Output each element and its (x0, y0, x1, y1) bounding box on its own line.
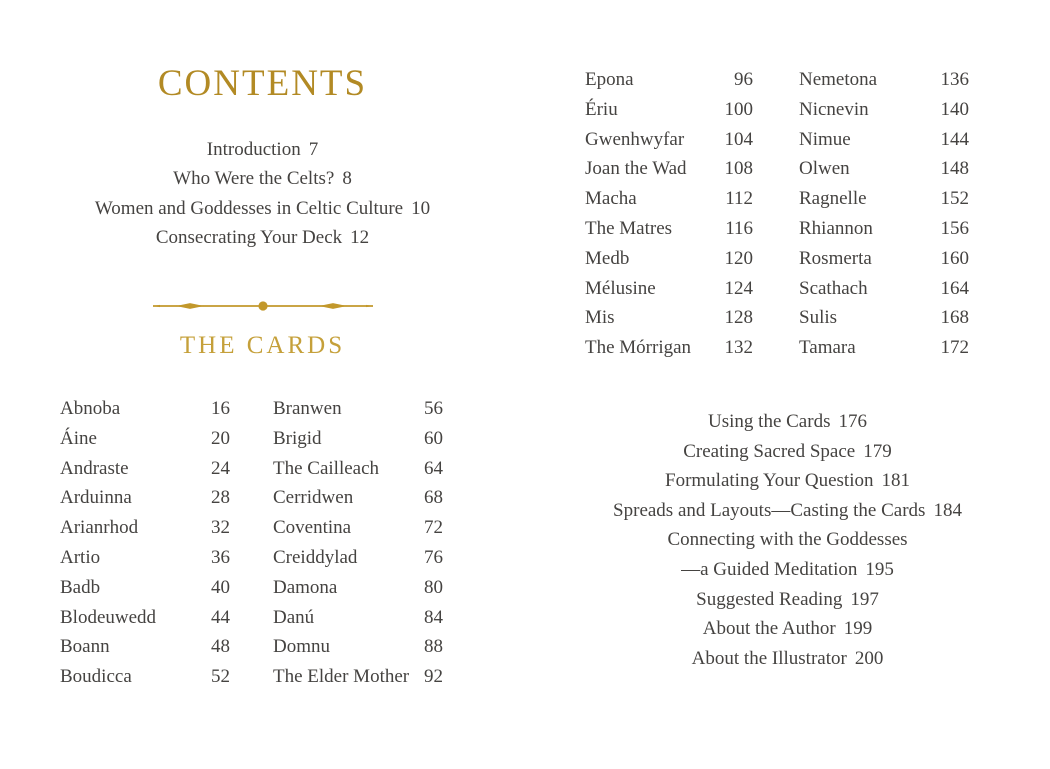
card-entry-label: Olwen (799, 158, 850, 180)
card-entry-page-number: 68 (424, 487, 443, 509)
card-entry-page-number: 108 (724, 158, 753, 180)
card-entry (273, 483, 443, 513)
card-entry (585, 244, 753, 274)
card-entry (585, 154, 753, 184)
back-matter-entry-page-number: 181 (881, 470, 910, 492)
back-matter-list (525, 407, 1050, 673)
card-column-4 (799, 65, 969, 363)
card-entry-page-number: 156 (940, 217, 969, 239)
card-entry (273, 632, 443, 662)
card-entry (585, 274, 753, 304)
card-entry-label: Nicnevin (799, 98, 869, 120)
back-matter-entry-label: Using the Cards (708, 411, 831, 432)
card-entry-label: Ériu (585, 98, 618, 120)
card-entry (273, 603, 443, 633)
card-entry (273, 454, 443, 484)
back-matter-entry (525, 496, 1050, 526)
card-entry-page-number: 20 (211, 427, 230, 449)
card-entry (585, 125, 753, 155)
card-entry-label: Arianrhod (60, 517, 139, 539)
card-entry (585, 184, 753, 214)
card-entry-label: Branwen (273, 398, 342, 419)
back-matter-entry-page-number: 200 (854, 647, 884, 669)
back-matter-entry-page-number: 179 (863, 440, 892, 462)
back-matter-entry (525, 585, 1050, 615)
card-entry-page-number: 88 (424, 636, 443, 658)
card-entry (799, 184, 969, 214)
back-matter-entry-page-number: 176 (838, 411, 867, 432)
card-entry-page-number: 36 (211, 546, 230, 568)
back-matter-entry-label: Spreads and Layouts—Casting the Cards (613, 499, 926, 521)
card-entry-page-number: 32 (211, 517, 230, 539)
card-entry-page-number: 168 (940, 307, 969, 329)
the-cards-heading: THE CARDS (179, 332, 346, 359)
card-entry (273, 394, 443, 424)
card-entry-label: Epona (585, 69, 634, 90)
card-entry (273, 424, 443, 454)
card-entry (60, 632, 230, 662)
card-entry-label: The Mórrigan (585, 337, 692, 359)
card-entry-page-number: 136 (940, 69, 969, 90)
card-entry-label: The Cailleach (273, 457, 380, 479)
card-entry (60, 513, 230, 543)
card-entry-page-number: 92 (424, 666, 443, 688)
back-matter-entry-label: Suggested Reading (696, 588, 843, 610)
card-entry-label: Blodeuwedd (60, 606, 157, 628)
back-matter-entry-label: Creating Sacred Space (683, 440, 856, 462)
card-entry-label: Áine (60, 427, 97, 449)
card-entry (60, 394, 230, 424)
card-entry-label: Sulis (799, 307, 838, 329)
card-entry-label: Gwenhwyfar (585, 128, 685, 150)
intro-entry (0, 194, 525, 223)
card-entry-page-number: 44 (211, 606, 230, 628)
card-entry (273, 513, 443, 543)
card-entry (799, 274, 969, 304)
card-entry-label: The Matres (585, 217, 673, 239)
card-entry-label: Rhiannon (799, 217, 873, 239)
back-matter-entry (525, 614, 1050, 644)
card-entry (799, 303, 969, 333)
card-entry-label: Mélusine (585, 277, 656, 299)
card-entry-label: Cerridwen (273, 487, 354, 509)
card-entry-page-number: 64 (424, 457, 443, 479)
card-entry (60, 543, 230, 573)
card-entry-label: Coventina (273, 517, 352, 539)
back-matter-entry (525, 437, 1050, 467)
card-entry-page-number: 116 (725, 217, 753, 239)
card-entry-page-number: 112 (725, 188, 753, 210)
card-entry (799, 154, 969, 184)
back-matter-entry (525, 644, 1050, 674)
intro-entry (0, 223, 525, 252)
card-entry (585, 303, 753, 333)
card-entry (60, 573, 230, 603)
card-column-1 (60, 394, 230, 692)
card-entry-label: Arduinna (60, 487, 132, 509)
ornament-divider-icon (152, 298, 374, 314)
card-entry-page-number: 144 (940, 128, 969, 150)
card-entry-label: Rosmerta (799, 247, 872, 269)
card-entry-page-number: 72 (424, 517, 443, 539)
intro-entry-page-number: 12 (350, 227, 370, 249)
intro-entry-label: Women and Goddesses in Celtic Culture (94, 197, 404, 219)
card-entry (799, 333, 969, 363)
card-entry-label: Badb (60, 576, 101, 598)
card-entry-page-number: 52 (211, 666, 230, 688)
back-matter-entry-label: —a Guided Meditation (681, 558, 858, 580)
card-entry (799, 95, 969, 125)
card-entry-page-number: 148 (940, 158, 969, 180)
card-entry-label: Creiddylad (273, 546, 358, 568)
card-entry-page-number: 76 (424, 546, 443, 568)
card-entry (799, 244, 969, 274)
card-entry-page-number: 120 (724, 247, 753, 269)
card-entry (273, 573, 443, 603)
card-entry-label: Abnoba (60, 398, 121, 419)
card-entry (60, 454, 230, 484)
card-entry-page-number: 40 (211, 576, 230, 598)
card-entry-label: Mis (585, 307, 615, 329)
back-matter-entry-label: Formulating Your Question (665, 470, 874, 492)
back-matter-entry-label: About the Illustrator (691, 647, 847, 669)
card-entry (60, 424, 230, 454)
card-entry-label: Ragnelle (799, 188, 867, 210)
card-entry-page-number: 28 (211, 487, 230, 509)
card-entry-label: Brigid (273, 427, 322, 449)
card-entry-label: Tamara (799, 337, 856, 359)
card-entry-page-number: 100 (724, 98, 753, 120)
card-entry-label: Domnu (273, 636, 330, 658)
card-entry-page-number: 140 (940, 98, 969, 120)
right-page (525, 0, 1050, 769)
back-matter-entry-label: About the Author (702, 618, 836, 640)
card-entry-page-number: 164 (940, 277, 969, 299)
card-entry (60, 483, 230, 513)
card-entry-page-number: 84 (424, 606, 443, 628)
back-matter-entry-page-number: 199 (843, 618, 873, 640)
card-entry-label: Andraste (60, 457, 129, 479)
back-matter-entry-page-number: 195 (865, 558, 894, 580)
card-entry-page-number: 56 (424, 398, 443, 419)
card-column-3 (585, 65, 753, 363)
card-entry-page-number: 124 (724, 277, 753, 299)
back-matter-entry (525, 407, 1050, 437)
card-entry-label: Boudicca (60, 666, 132, 688)
card-entry (585, 333, 753, 363)
card-entry (273, 543, 443, 573)
card-entry-page-number: 172 (940, 337, 969, 359)
card-entry-label: Artio (60, 546, 101, 568)
intro-entry-label: Who Were the Celts? (173, 168, 335, 190)
card-entry (585, 95, 753, 125)
card-entry (60, 603, 230, 633)
card-entry-label: Damona (273, 576, 338, 598)
card-entry-page-number: 80 (424, 576, 443, 598)
contents-title: CONTENTS (157, 63, 368, 104)
card-entry (799, 65, 969, 95)
intro-entry-label: Introduction (206, 139, 301, 160)
intro-entry-page-number: 10 (411, 197, 431, 219)
card-entry (60, 662, 230, 692)
card-entry-page-number: 24 (211, 457, 230, 479)
card-entry (799, 214, 969, 244)
intro-list (0, 135, 525, 253)
card-entry-page-number: 96 (734, 69, 753, 90)
card-entry-label: Medb (585, 247, 630, 269)
card-entry (273, 662, 443, 692)
card-entry-label: Scathach (799, 277, 868, 299)
card-entry-page-number: 160 (940, 247, 969, 269)
back-matter-entry (525, 525, 1050, 555)
card-entry-page-number: 16 (211, 398, 230, 419)
card-entry-page-number: 60 (424, 427, 443, 449)
card-entry-label: Danú (273, 606, 315, 628)
card-entry-page-number: 104 (724, 128, 753, 150)
intro-entry (0, 135, 525, 164)
back-matter-entry (525, 555, 1050, 585)
card-entry (799, 125, 969, 155)
intro-entry-page-number: 7 (308, 139, 319, 160)
card-entry-page-number: 132 (724, 337, 753, 359)
intro-entry-page-number: 8 (342, 168, 352, 190)
back-matter-entry-label: Connecting with the Goddesses (667, 529, 908, 551)
intro-entry-label: Consecrating Your Deck (155, 227, 343, 249)
back-matter-entry-page-number: 184 (933, 499, 962, 521)
card-entry-label: Nemetona (799, 69, 878, 90)
card-entry-page-number: 152 (940, 188, 969, 210)
card-entry-page-number: 128 (724, 307, 753, 329)
card-entry-label: Boann (60, 636, 110, 658)
card-entry-page-number: 48 (211, 636, 230, 658)
card-entry-label: Macha (585, 188, 637, 210)
intro-entry (0, 164, 525, 193)
back-matter-entry-page-number: 197 (850, 588, 879, 610)
back-matter-entry (525, 466, 1050, 496)
card-entry-label: The Elder Mother (273, 666, 410, 688)
card-entry (585, 65, 753, 95)
card-entry (585, 214, 753, 244)
card-entry-label: Joan the Wad (585, 158, 687, 180)
card-entry-label: Nimue (799, 128, 851, 150)
card-column-2 (273, 394, 443, 692)
